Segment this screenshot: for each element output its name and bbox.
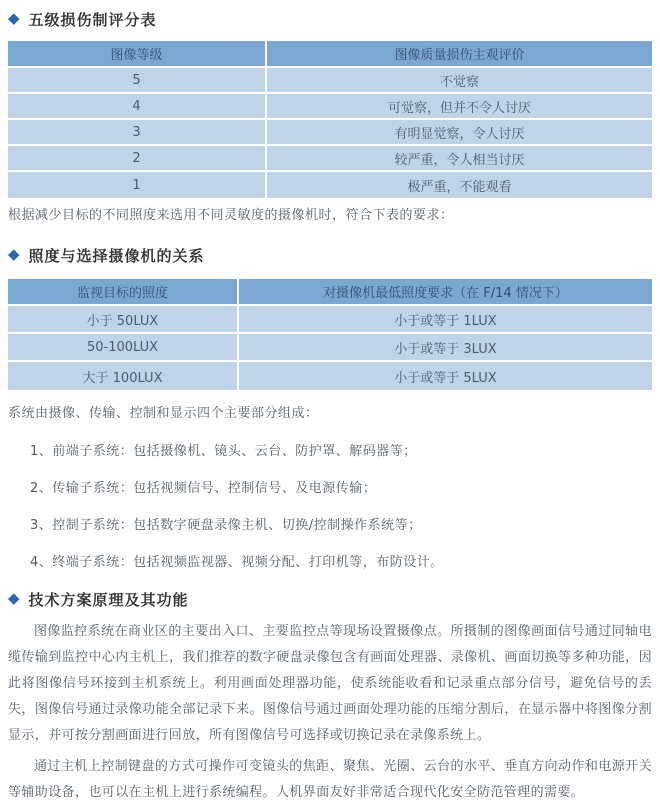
subsystem-item-terminal: 4、终端子系统：包括视频监视器、视频分配、打印机等，布防设计。 (30, 555, 444, 570)
section-title-text: 照度与选择摄像机的关系 (28, 247, 205, 265)
table-cell-level: 5 (8, 68, 265, 94)
table-cell-eval: 可觉察，但并不令人讨厌 (265, 94, 652, 120)
table-cell-level: 4 (8, 94, 265, 120)
section-title-technical-principle (8, 589, 652, 610)
table-row (8, 334, 652, 362)
table-row (8, 306, 652, 334)
table-cell-level: 1 (8, 172, 265, 198)
table-cell-camera-lux: 小于或等于 1LUX (237, 306, 652, 334)
section-title-text: 技术方案原理及其功能 (28, 591, 189, 609)
table-cell-eval: 极严重，不能观看 (265, 172, 652, 198)
column-header-target-lux: 监视目标的照度 (8, 279, 237, 306)
principle-paragraph-1: 图像监控系统在商业区的主要出入口、主要监控点等现场设置摄像点。所摄制的图像画面信号通过同轴电缆传输到监控中心内主机上，我们推荐的数字硬盘录像包含有画面处理器、录像机、画面切换等多种功能，因此将图像信号环接到主机系统上。利用画面处理器功能，使系统能收看和记录重点部分信号，避免信号的丢失，图像信号通过录像功能全部记录下来。图像信号通过画面处理功能的压缩分割后，在显示器中将图像分割显示，并可按分割画面进行回放，所有图像信号可选择或切换记录在录像系统上。 (8, 624, 652, 743)
table-row (8, 94, 652, 120)
table-cell-level: 3 (8, 120, 265, 146)
diamond-bullet-icon: ◆ (8, 245, 21, 263)
table-cell-target-lux: 50-100LUX (8, 334, 237, 362)
section-title-five-level-damage (8, 9, 652, 30)
table-row (8, 146, 652, 172)
table-row (8, 120, 652, 146)
table-cell-camera-lux: 小于或等于 5LUX (237, 362, 652, 390)
section-title-text: 五级损伤制评分表 (28, 11, 157, 29)
table-cell-eval: 不觉察 (265, 68, 652, 94)
damage-score-table (8, 41, 652, 198)
table-header-row (8, 41, 652, 68)
table-cell-eval: 较严重，令人相当讨厌 (265, 146, 652, 172)
diamond-bullet-icon: ◆ (8, 9, 21, 27)
table-cell-level: 2 (8, 146, 265, 172)
camera-selection-note: 根据减少目标的不同照度来选用不同灵敏度的摄像机时，符合下表的要求： (8, 208, 454, 223)
system-composition-intro: 系统由摄像、传输、控制和显示四个主要部分组成： (8, 406, 319, 421)
column-header-camera-min-lux: 对摄像机最低照度要求（在 F/14 情况下） (237, 279, 652, 306)
diamond-bullet-icon: ◆ (8, 589, 21, 607)
principle-paragraph-2: 通过主机上控制键盘的方式可操作可变镜头的焦距、聚焦、光圈、云台的水平、垂直方向动作和电源开关等辅助设备，也可以在主机上进行系统编程。人机界面友好非常适合现代化安全防范管理的需要。 (8, 759, 652, 800)
column-header-image-level: 图像等级 (8, 41, 265, 68)
table-cell-camera-lux: 小于或等于 3LUX (237, 334, 652, 362)
subsystem-item-front-end: 1、前端子系统：包括摄像机、镜头、云台、防护罩、解码器等； (30, 444, 417, 459)
section-title-illumination-relation (8, 245, 652, 266)
table-row (8, 172, 652, 198)
table-row (8, 68, 652, 94)
subsystem-item-control: 3、控制子系统：包括数字硬盘录像主机、切换/控制操作系统等； (30, 518, 422, 533)
column-header-subjective-eval: 图像质量损伤主观评价 (265, 41, 652, 68)
table-cell-eval: 有明显觉察，令人讨厌 (265, 120, 652, 146)
table-cell-target-lux: 小于 50LUX (8, 306, 237, 334)
subsystem-item-transmission: 2、传输子系统：包括视频信号、控制信号、及电源传输； (30, 481, 377, 496)
table-header-row (8, 279, 652, 306)
illumination-table (8, 279, 652, 390)
table-cell-target-lux: 大于 100LUX (8, 362, 237, 390)
table-row (8, 362, 652, 390)
